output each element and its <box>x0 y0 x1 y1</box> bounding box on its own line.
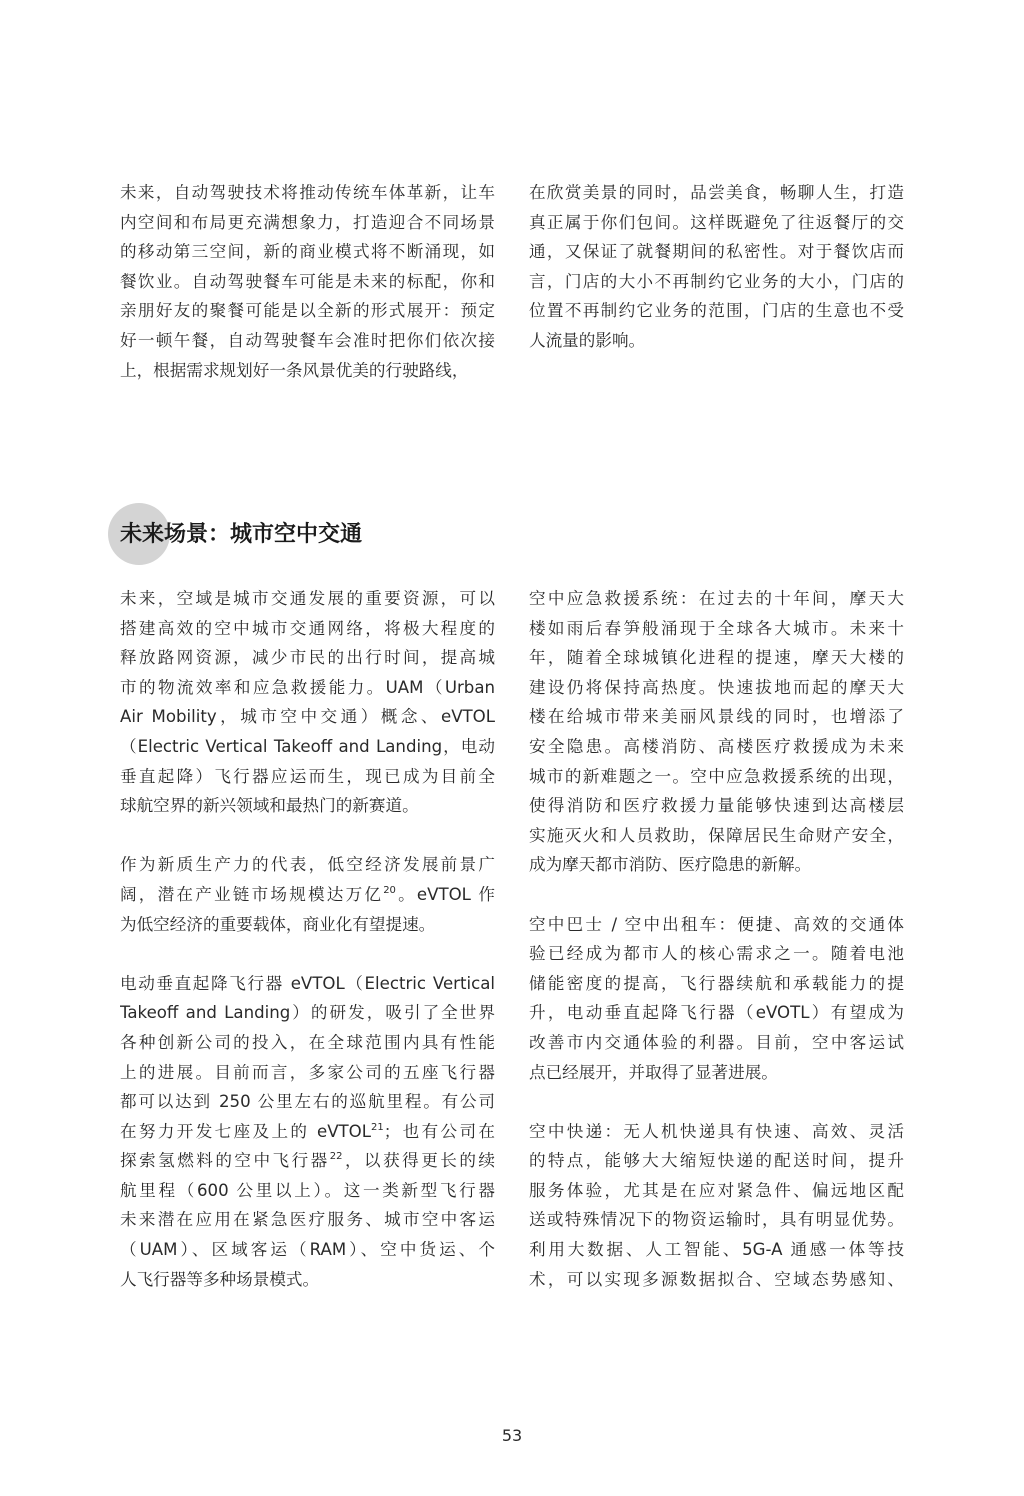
text-line: 都可以达到 250 公里左右的巡航里程。有公司 <box>120 1092 495 1112</box>
paragraph-emergency-rescue <box>529 584 904 880</box>
text-line: 垂直起降）飞行器应运而生，现已成为目前全 <box>120 766 495 786</box>
text-line <box>120 880 495 910</box>
text-line: 成为摩天都市消防、医疗隐患的新解。 <box>529 855 812 875</box>
text-line <box>120 1117 495 1147</box>
text-line: 空中巴士 / 空中出租车：便捷、高效的交通体 <box>529 914 904 934</box>
text-line: 在欣赏美景的同时，品尝美食，畅聊人生，打造 <box>529 183 904 202</box>
text-line: 球航空界的新兴领域和最热门的新赛道。 <box>120 796 419 816</box>
paragraph-uam-intro <box>120 584 495 821</box>
text-line: 航里程（600 公里以上）。这一类新型飞行器 <box>120 1180 495 1200</box>
text-line: 的特点，能够大大缩短快递的配送时间，提升 <box>529 1151 904 1171</box>
text-line: 升，电动垂直起降飞行器（eVOTL）有望成为 <box>529 1003 904 1023</box>
text-line: 改善市内交通体验的利器。目前，空中客运试 <box>529 1032 904 1052</box>
text-line: 年，随着全球城镇化进程的提速，摩天大楼的 <box>529 648 904 668</box>
text-line: Air Mobility，城市空中交通）概念、eVTOL <box>120 707 495 727</box>
text-fragment: ，以获得更长的续 <box>342 1151 495 1171</box>
text-line: 未来，空域是城市交通发展的重要资源，可以 <box>120 589 495 608</box>
text-line: 各种创新公司的投入，在全球范围内具有性能 <box>120 1032 495 1052</box>
text-line: 验已经成为都市人的核心需求之一。随着电池 <box>529 944 904 964</box>
text-line: 真正属于你们包间。这样既避免了往返餐厅的交 <box>529 212 904 232</box>
text-fragment: 探索氢燃料的空中飞行器 <box>120 1151 330 1171</box>
text-line: 服务体验，尤其是在应对紧急件、偏远地区配 <box>529 1180 904 1200</box>
text-line: 为低空经济的重要载体，商业化有望提速。 <box>120 914 436 934</box>
text-line: 楼在给城市带来美丽风景线的同时，也增添了 <box>529 707 904 727</box>
text-line: （UAM）、区域客运（RAM）、空中货运、个 <box>120 1240 495 1260</box>
footnote-ref: 22 <box>329 1151 343 1163</box>
text-line: 好一顿午餐，自动驾驶餐车会准时把你们依次接 <box>120 330 495 350</box>
text-fragment: 。eVTOL 作 <box>395 884 495 904</box>
text-line: 安全隐患。高楼消防、高楼医疗救援成为未来 <box>529 736 904 756</box>
text-fragment: 阔，潜在产业链市场规模达万亿 <box>120 884 384 904</box>
text-line: 送或特殊情况下的物资运输时，具有明显优势。 <box>529 1210 904 1230</box>
text-line: 未来潜在应用在紧急医疗服务、城市空中客运 <box>120 1210 495 1230</box>
text-line: 言，门店的大小不再制约它业务的大小，门店的 <box>529 271 904 291</box>
text-line: 餐饮业。自动驾驶餐车可能是未来的标配，你和 <box>120 271 495 291</box>
body-left-column <box>120 584 495 1294</box>
footnote-ref: 20 <box>383 884 396 896</box>
text-line: 储能密度的提高，飞行器续航和承载能力的提 <box>529 973 904 993</box>
body-right-column <box>529 584 904 1294</box>
paragraph-evtol-development <box>120 969 495 1295</box>
text-line: 作为新质生产力的代表，低空经济发展前景广 <box>120 855 495 875</box>
intro-paragraph-left <box>120 178 495 385</box>
text-line: 空中快递：无人机快递具有快速、高效、灵活 <box>529 1121 904 1141</box>
text-line: 人飞行器等多种场景模式。 <box>120 1269 320 1289</box>
page-number: 53 <box>501 1426 523 1445</box>
text-line: 电动垂直起降飞行器 eVTOL（Electric Vertical <box>120 973 495 993</box>
text-line: 使得消防和医疗救援力量能够快速到达高楼层 <box>529 796 904 816</box>
section-title: 未来场景：城市空中交通 <box>120 522 363 547</box>
paragraph-air-express <box>529 1117 904 1295</box>
text-line: 上，根据需求规划好一条风景优美的行驶路线， <box>120 360 469 380</box>
paragraph-low-altitude-economy <box>120 850 495 939</box>
text-line: 上的进展。目前而言，多家公司的五座飞行器 <box>120 1062 495 1082</box>
text-fragment: 在努力开发七座及上的 eVTOL <box>120 1121 371 1141</box>
text-line: 利用大数据、人工智能、5G-A 通感一体等技 <box>529 1240 904 1260</box>
text-line: 点已经展开，并取得了显著进展。 <box>529 1062 778 1082</box>
text-line: 市的物流效率和应急救援能力。UAM（Urban <box>120 677 495 697</box>
text-line: 释放路网资源，减少市民的出行时间，提高城 <box>120 648 495 668</box>
text-line: 未来，自动驾驶技术将推动传统车体革新，让车 <box>120 183 495 202</box>
text-line: 内空间和布局更充满想象力，打造迎合不同场景 <box>120 212 495 232</box>
text-line: Takeoff and Landing）的研发，吸引了全世界 <box>120 1003 495 1023</box>
text-line <box>120 1146 495 1176</box>
top-left-column <box>120 178 495 385</box>
text-fragment: ；也有公司在 <box>383 1121 495 1141</box>
text-line: （Electric Vertical Takeoff and Landing，电动 <box>120 736 495 756</box>
text-line: 空中应急救援系统：在过去的十年间，摩天大 <box>529 589 904 608</box>
top-right-column <box>529 178 904 356</box>
text-line: 术，可以实现多源数据拟合、空域态势感知、 <box>529 1269 904 1289</box>
paragraph-air-bus-taxi <box>529 910 904 1088</box>
intro-paragraph-right <box>529 178 904 356</box>
text-line: 亲朋好友的聚餐可能是以全新的形式展开：预定 <box>120 301 495 321</box>
text-line: 人流量的影响。 <box>529 330 646 350</box>
text-line: 城市的新难题之一。空中应急救援系统的出现， <box>529 766 904 786</box>
text-line: 通，又保证了就餐期间的私密性。对于餐饮店而 <box>529 242 904 262</box>
text-line: 楼如雨后春笋般涌现于全球各大城市。未来十 <box>529 618 904 638</box>
text-line: 建设仍将保持高热度。快速拔地而起的摩天大 <box>529 677 904 697</box>
text-line: 位置不再制约它业务的范围，门店的生意也不受 <box>529 301 904 321</box>
text-line: 搭建高效的空中城市交通网络，将极大程度的 <box>120 618 495 638</box>
text-line: 实施灭火和人员救助，保障居民生命财产安全， <box>529 825 904 845</box>
footnote-ref: 21 <box>371 1121 384 1133</box>
text-line: 的移动第三空间，新的商业模式将不断涌现，如 <box>120 242 495 262</box>
